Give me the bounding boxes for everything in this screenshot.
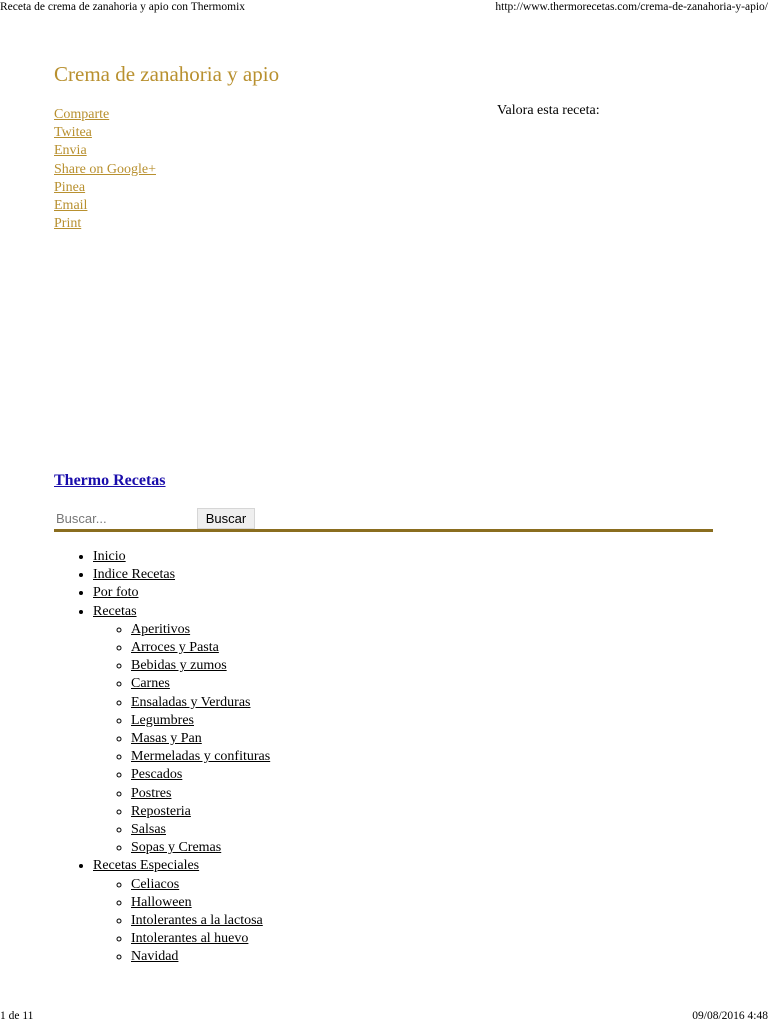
menu-link-por-foto[interactable]: Por foto <box>93 585 139 601</box>
share-comparte-link[interactable]: Comparte <box>54 107 110 122</box>
submenu-link-postres[interactable]: Postres <box>131 785 172 801</box>
submenu-item <box>131 748 270 766</box>
search-input[interactable] <box>54 509 196 528</box>
submenu-item <box>131 675 270 693</box>
submenu-item <box>131 930 270 948</box>
submenu-link-ensaladas-y-verduras[interactable]: Ensaladas y Verduras <box>131 694 251 710</box>
submenu-item <box>131 621 270 639</box>
print-url: http://www.thermorecetas.com/crema-de-zanahoria-y-apio/ <box>495 1 768 13</box>
share-item <box>54 124 156 142</box>
share-pinea-link[interactable]: Pinea <box>54 179 86 195</box>
header-divider <box>54 529 713 532</box>
submenu-link-celiacos[interactable]: Celiacos <box>131 876 180 892</box>
submenu-item <box>131 876 270 894</box>
menu-item-recetas-especiales <box>93 857 270 966</box>
submenu-item <box>131 912 270 930</box>
share-item <box>54 106 156 124</box>
menu-item-indice-recetas <box>93 566 270 584</box>
menu-item-por-foto <box>93 584 270 602</box>
submenu-item <box>131 894 270 912</box>
print-timestamp: 09/08/2016 4:48 <box>692 1010 768 1022</box>
submenu-item <box>131 948 270 966</box>
submenu-link-sopas-y-cremas[interactable]: Sopas y Cremas <box>131 840 222 856</box>
menu-item-recetas <box>93 603 270 858</box>
submenu-link-reposteria[interactable]: Reposteria <box>131 803 191 819</box>
print-page-title: Receta de crema de zanahoria y apio con Thermomix <box>0 1 246 13</box>
site-title-link[interactable]: Thermo Recetas <box>54 472 166 489</box>
submenu-item <box>131 657 270 675</box>
submenu-link-halloween[interactable]: Halloween <box>131 894 192 910</box>
print-header <box>0 0 768 14</box>
submenu-link-mermeladas-y-confituras[interactable]: Mermeladas y confituras <box>131 749 271 765</box>
print-footer <box>0 1008 768 1024</box>
submenu-link-bebidas-y-zumos[interactable]: Bebidas y zumos <box>131 658 227 674</box>
share-item <box>54 142 156 160</box>
share-links <box>54 106 156 233</box>
submenu-item <box>131 785 270 803</box>
submenu-link-navidad[interactable]: Navidad <box>131 949 179 965</box>
share-envia-link[interactable]: Envia <box>54 143 87 159</box>
submenu-item <box>131 821 270 839</box>
main-menu <box>54 548 270 967</box>
share-google-link[interactable]: Share on Google+ <box>54 161 156 177</box>
submenu-link-aperitivos[interactable]: Aperitivos <box>131 621 191 637</box>
menu-item-inicio <box>93 548 270 566</box>
share-twitea-link[interactable]: Twitea <box>54 125 92 141</box>
search-button[interactable]: Buscar <box>197 508 255 529</box>
submenu-item <box>131 712 270 730</box>
menu-link-indice-recetas[interactable]: Indice Recetas <box>93 567 176 583</box>
share-print-link[interactable]: Print <box>54 216 82 232</box>
submenu-item <box>131 730 270 748</box>
share-item <box>54 215 156 233</box>
submenu-link-masas-y-pan[interactable]: Masas y Pan <box>131 731 202 747</box>
share-email-link[interactable]: Email <box>54 198 88 214</box>
submenu-link-arroces-y-pasta[interactable]: Arroces y Pasta <box>131 640 219 656</box>
menu-link-inicio[interactable]: Inicio <box>93 549 126 564</box>
rate-recipe-label: Valora esta receta: <box>497 103 600 118</box>
submenu-link-pescados[interactable]: Pescados <box>131 767 183 783</box>
page-count: 1 de 11 <box>0 1010 34 1022</box>
submenu-recetas <box>93 621 270 858</box>
site-title <box>54 472 166 490</box>
submenu-link-carnes[interactable]: Carnes <box>131 676 170 692</box>
submenu-item <box>131 639 270 657</box>
share-item <box>54 197 156 215</box>
submenu-item <box>131 694 270 712</box>
submenu-link-legumbres[interactable]: Legumbres <box>131 712 194 728</box>
share-item <box>54 161 156 179</box>
submenu-item <box>131 766 270 784</box>
menu-link-recetas-especiales[interactable]: Recetas Especiales <box>93 858 200 874</box>
submenu-recetas-especiales <box>93 876 270 967</box>
submenu-item <box>131 803 270 821</box>
submenu-link-intolerantes-lactosa[interactable]: Intolerantes a la lactosa <box>131 913 263 929</box>
submenu-link-salsas[interactable]: Salsas <box>131 822 166 838</box>
share-item <box>54 179 156 197</box>
submenu-item <box>131 839 270 857</box>
menu-link-recetas[interactable]: Recetas <box>93 603 137 619</box>
submenu-link-intolerantes-huevo[interactable]: Intolerantes al huevo <box>131 931 249 947</box>
recipe-title: Crema de zanahoria y apio <box>54 62 280 86</box>
